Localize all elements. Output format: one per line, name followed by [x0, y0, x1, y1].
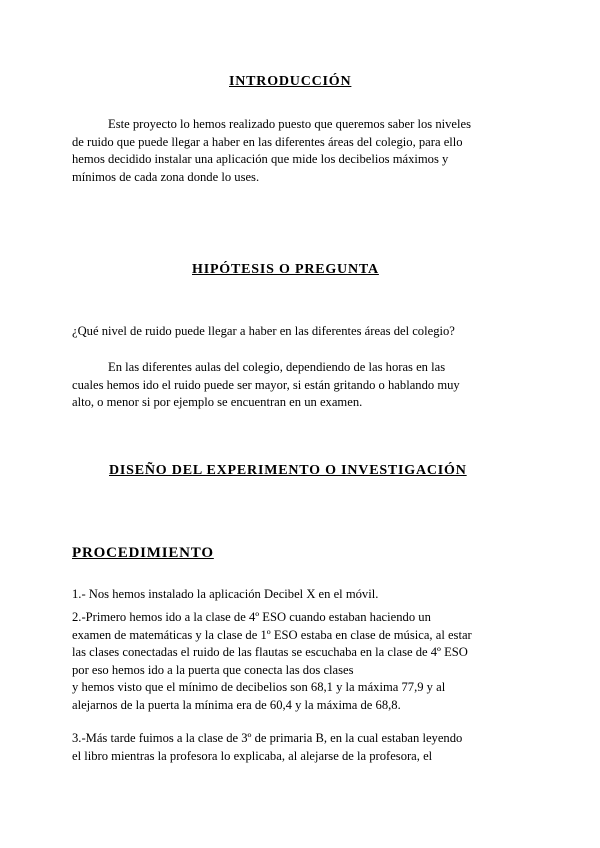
step-line: el libro mientras la profesora lo explicaba, al alejarse de la profesora, el: [72, 748, 433, 763]
intro-line: Este proyecto lo hemos realizado puesto que queremos saber los niveles: [108, 117, 472, 131]
hipotesis-line: cuales hemos ido el ruido puede ser mayor, si están gritando o hablando muy: [72, 377, 460, 392]
hipotesis-question: [72, 323, 530, 341]
question-line: ¿Qué nivel de ruido puede llegar a haber en las diferentes áreas del colegio?: [72, 324, 455, 338]
step-line: 1.- Nos hemos instalado la aplicación Decibel X en el móvil.: [72, 587, 379, 601]
heading-diseno: DISEÑO DEL EXPERIMENTO O INVESTIGACIÓN: [109, 463, 467, 478]
step-line: las clases conectadas el ruido de las flautas se escuchaba en la clase de 4º ESO: [72, 645, 468, 660]
step-line: examen de matemáticas y la clase de 1º ESO estaba en clase de música, al estar: [72, 627, 472, 642]
step-line: alejarnos de la puerta la mínima era de 60,4 y la máxima de 68,8.: [72, 697, 401, 712]
intro-line: de ruido que puede llegar a haber en las diferentes áreas del colegio, para ello: [72, 134, 463, 149]
step-line: 2.-Primero hemos ido a la clase de 4º ESO cuando estaban haciendo un: [72, 610, 431, 624]
procedimiento-step-2: [72, 609, 530, 715]
procedimiento-step-1: [72, 586, 530, 604]
step-line: 3.-Más tarde fuimos a la clase de 3º de primaria B, en la cual estaban leyendo: [72, 731, 463, 745]
procedimiento-step-3: [72, 730, 530, 765]
intro-line: mínimos de cada zona donde lo uses.: [72, 169, 260, 184]
heading-procedimiento: PROCEDIMIENTO: [72, 545, 214, 561]
step-line: y hemos visto que el mínimo de decibelios son 68,1 y la máxima 77,9 y al: [72, 680, 446, 695]
hipotesis-line: En las diferentes aulas del colegio, dependiendo de las horas en las: [108, 360, 446, 374]
hipotesis-paragraph: [72, 359, 530, 412]
heading-hipotesis: HIPÓTESIS O PREGUNTA: [192, 262, 379, 277]
intro-paragraph: [72, 116, 530, 186]
heading-introduccion: INTRODUCCIÓN: [229, 74, 352, 89]
step-line: por eso hemos ido a la puerta que conecta las dos clases: [72, 662, 354, 677]
intro-line: hemos decidido instalar una aplicación que mide los decibelios máximos y: [72, 152, 449, 167]
hipotesis-line: alto, o menor si por ejemplo se encuentran en un examen.: [72, 395, 363, 410]
